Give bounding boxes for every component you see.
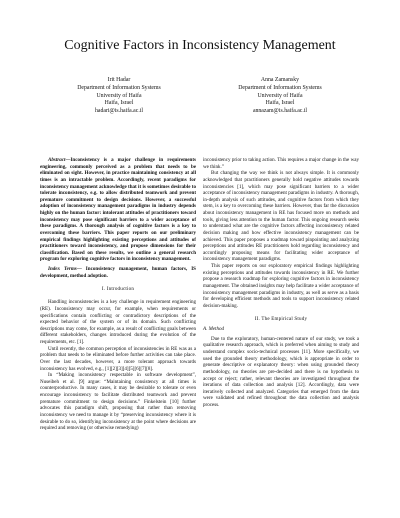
body-paragraph: But changing the way we think is not always simple. It is commonly acknowledged that practitioners generally hold negative attitudes towards inconsistencies [1], which may pose significant barriers to a wider acceptance of inconsistency management paradigms in industry. A thorough, in-depth analysis of such attitudes, and cognitive factors from which they stem, is a key to overcoming these barriers. However, thus far the discussion about inconsistency management in RE has focused more on methods and tools, giving less attention to the human factor. This ongoing research seeks to understand what are the cognitive factors affecting inconsistency related decision making and how effective inconsistency management can be achieved. This paper proposes a roadmap toward pinpointing and analyzing perceptions and attitudes RE practitioners hold regarding inconsistency and accordingly proposing means for facilitating wider acceptance of inconsistency management paradigms. bbox=[203, 170, 359, 263]
author-department: Department of Information Systems bbox=[77, 84, 161, 91]
left-column bbox=[40, 157, 196, 432]
author-city: Haifa, Israel bbox=[104, 100, 134, 107]
body-paragraph: This paper reports on our exploratory empirical findings highlighting existing perceptions and attitudes towards inconsistency in RE. We further propose a research roadmap for exploring cognitive factors in inconsistency management. The obtained insights may help facilitate a wider acceptance of inconsistency management paradigms in industry, as well as serve as a basis for developing efficient methods and tools to support inconsistency related decision-making. bbox=[203, 263, 359, 309]
section-heading-empirical-study: II. The Empirical Study bbox=[254, 315, 308, 322]
body-paragraph: Handling inconsistencies is a key challenge in requirement engineering (RE). Inconsistency may occur, for example, when requirements or specifications contain conflicting or contradictory descriptions of the expected behavior of the system or of its domain. Such conflicting descriptions may come, for example, as a result of conflicting goals between different stakeholders, changes introduced during the evolution of the requirements, etc. [1]. bbox=[40, 299, 196, 346]
index-terms bbox=[40, 266, 196, 279]
index-terms-text: — Inconsistency management, human factors, IS development, method adoption. bbox=[40, 266, 196, 279]
author-university: University of Haifa bbox=[96, 92, 142, 99]
author-city: Haifa, Israel bbox=[265, 100, 295, 107]
body-paragraph: inconsistency prior to taking action. This requires a major change in the way we think.” bbox=[203, 157, 359, 170]
author-email: hadari@is.haifa.ac.il bbox=[95, 108, 143, 115]
author-university: University of Haifa bbox=[257, 92, 303, 99]
body-paragraph: Due to the exploratory, human-centered nature of our study, we took a qualitative research approach, which is preferred when aiming to study and understand complex socio-technical processes [11]. More specifically, we used the grounded theory methodology, which is appropriate in order to generate descriptive or explanatory theory: when using grounded theory methodology, no theories are pre-decided and there is no hypothesis to accept or reject; rather, relevant theories are investigated throughout the iterations of data collection and analysis [12]. Accordingly, data were iteratively collected and analyzed. Categories that emerged from the data were validated and refined throughout the data collection and analysis process. bbox=[203, 335, 359, 409]
body-paragraph: In “Making inconsistency respectable in software development”, Nuseibeh et al. [9] argue: “Maintaining consistency at all times is counterproductive. In many cases, it may be desirable to tolerate or even encourage inconsistency to facilitate distributed teamwork and prevent premature commitment to design decisions.” Finkelstein [10] further advocates this paradigm shift, proposing that rather than removing inconsistency we need to manage it by “preserving inconsistency where it is desirable to do so, identifying inconsistency at the point where decisions are required and removing (or otherwise remedying) bbox=[40, 372, 196, 432]
section-heading-introduction: I. Introduction bbox=[101, 286, 135, 293]
paper-title: Cognitive Factors in Inconsistency Management bbox=[64, 38, 336, 53]
index-terms-lead: Index Terms bbox=[48, 266, 77, 273]
author-name: Irit Hadar bbox=[107, 77, 131, 83]
author-department: Department of Information Systems bbox=[238, 84, 322, 91]
abstract bbox=[40, 157, 196, 263]
author-block-1 bbox=[39, 77, 199, 116]
body-paragraph: Until recently, the common perception of inconsistencies in RE was as a problem that needs to be eliminated before further activities can take place. Over the last decades, however, a more tolerant approach towards inconsistency has evolved, e.g., [1][2][3][4][5][6][7][8]. bbox=[40, 345, 196, 372]
author-block-2 bbox=[200, 77, 360, 116]
author-email: annazam@is.haifa.ac.il bbox=[252, 108, 308, 115]
abstract-lead: Abstract bbox=[48, 157, 66, 163]
abstract-text: —Inconsistency is a major challenge in requirements engineering, commonly perceived as a problem that needs to be eliminated on sight. However, in practice maintaining consistency at all times is an intractable problem. Accordingly, recent paradigms for inconsistency management acknowledge that it is sometimes desirable to tolerate inconsistency, e.g. to allow distributed teamwork and prevent premature commitment to design decisions. However, a successful adoption of inconsistency management paradigms in industry depends highly on the human factor: intolerant attitudes of practitioners toward inconsistency may pose significant barriers to a wider acceptance of these paradigms. A thorough analysis of cognitive factors is a key to overcoming these barriers. This paper reports on our preliminary empirical findings highlighting existing perceptions and attitudes of practitioners toward inconsistency, and propose dimensions for their classification. Based on these results, we outline a general research program for exploring cognitive factors in inconsistency management. bbox=[40, 157, 196, 263]
subsection-heading-method: A. Method bbox=[203, 325, 225, 332]
right-column bbox=[203, 157, 359, 409]
author-name: Anna Zamansky bbox=[260, 77, 300, 83]
